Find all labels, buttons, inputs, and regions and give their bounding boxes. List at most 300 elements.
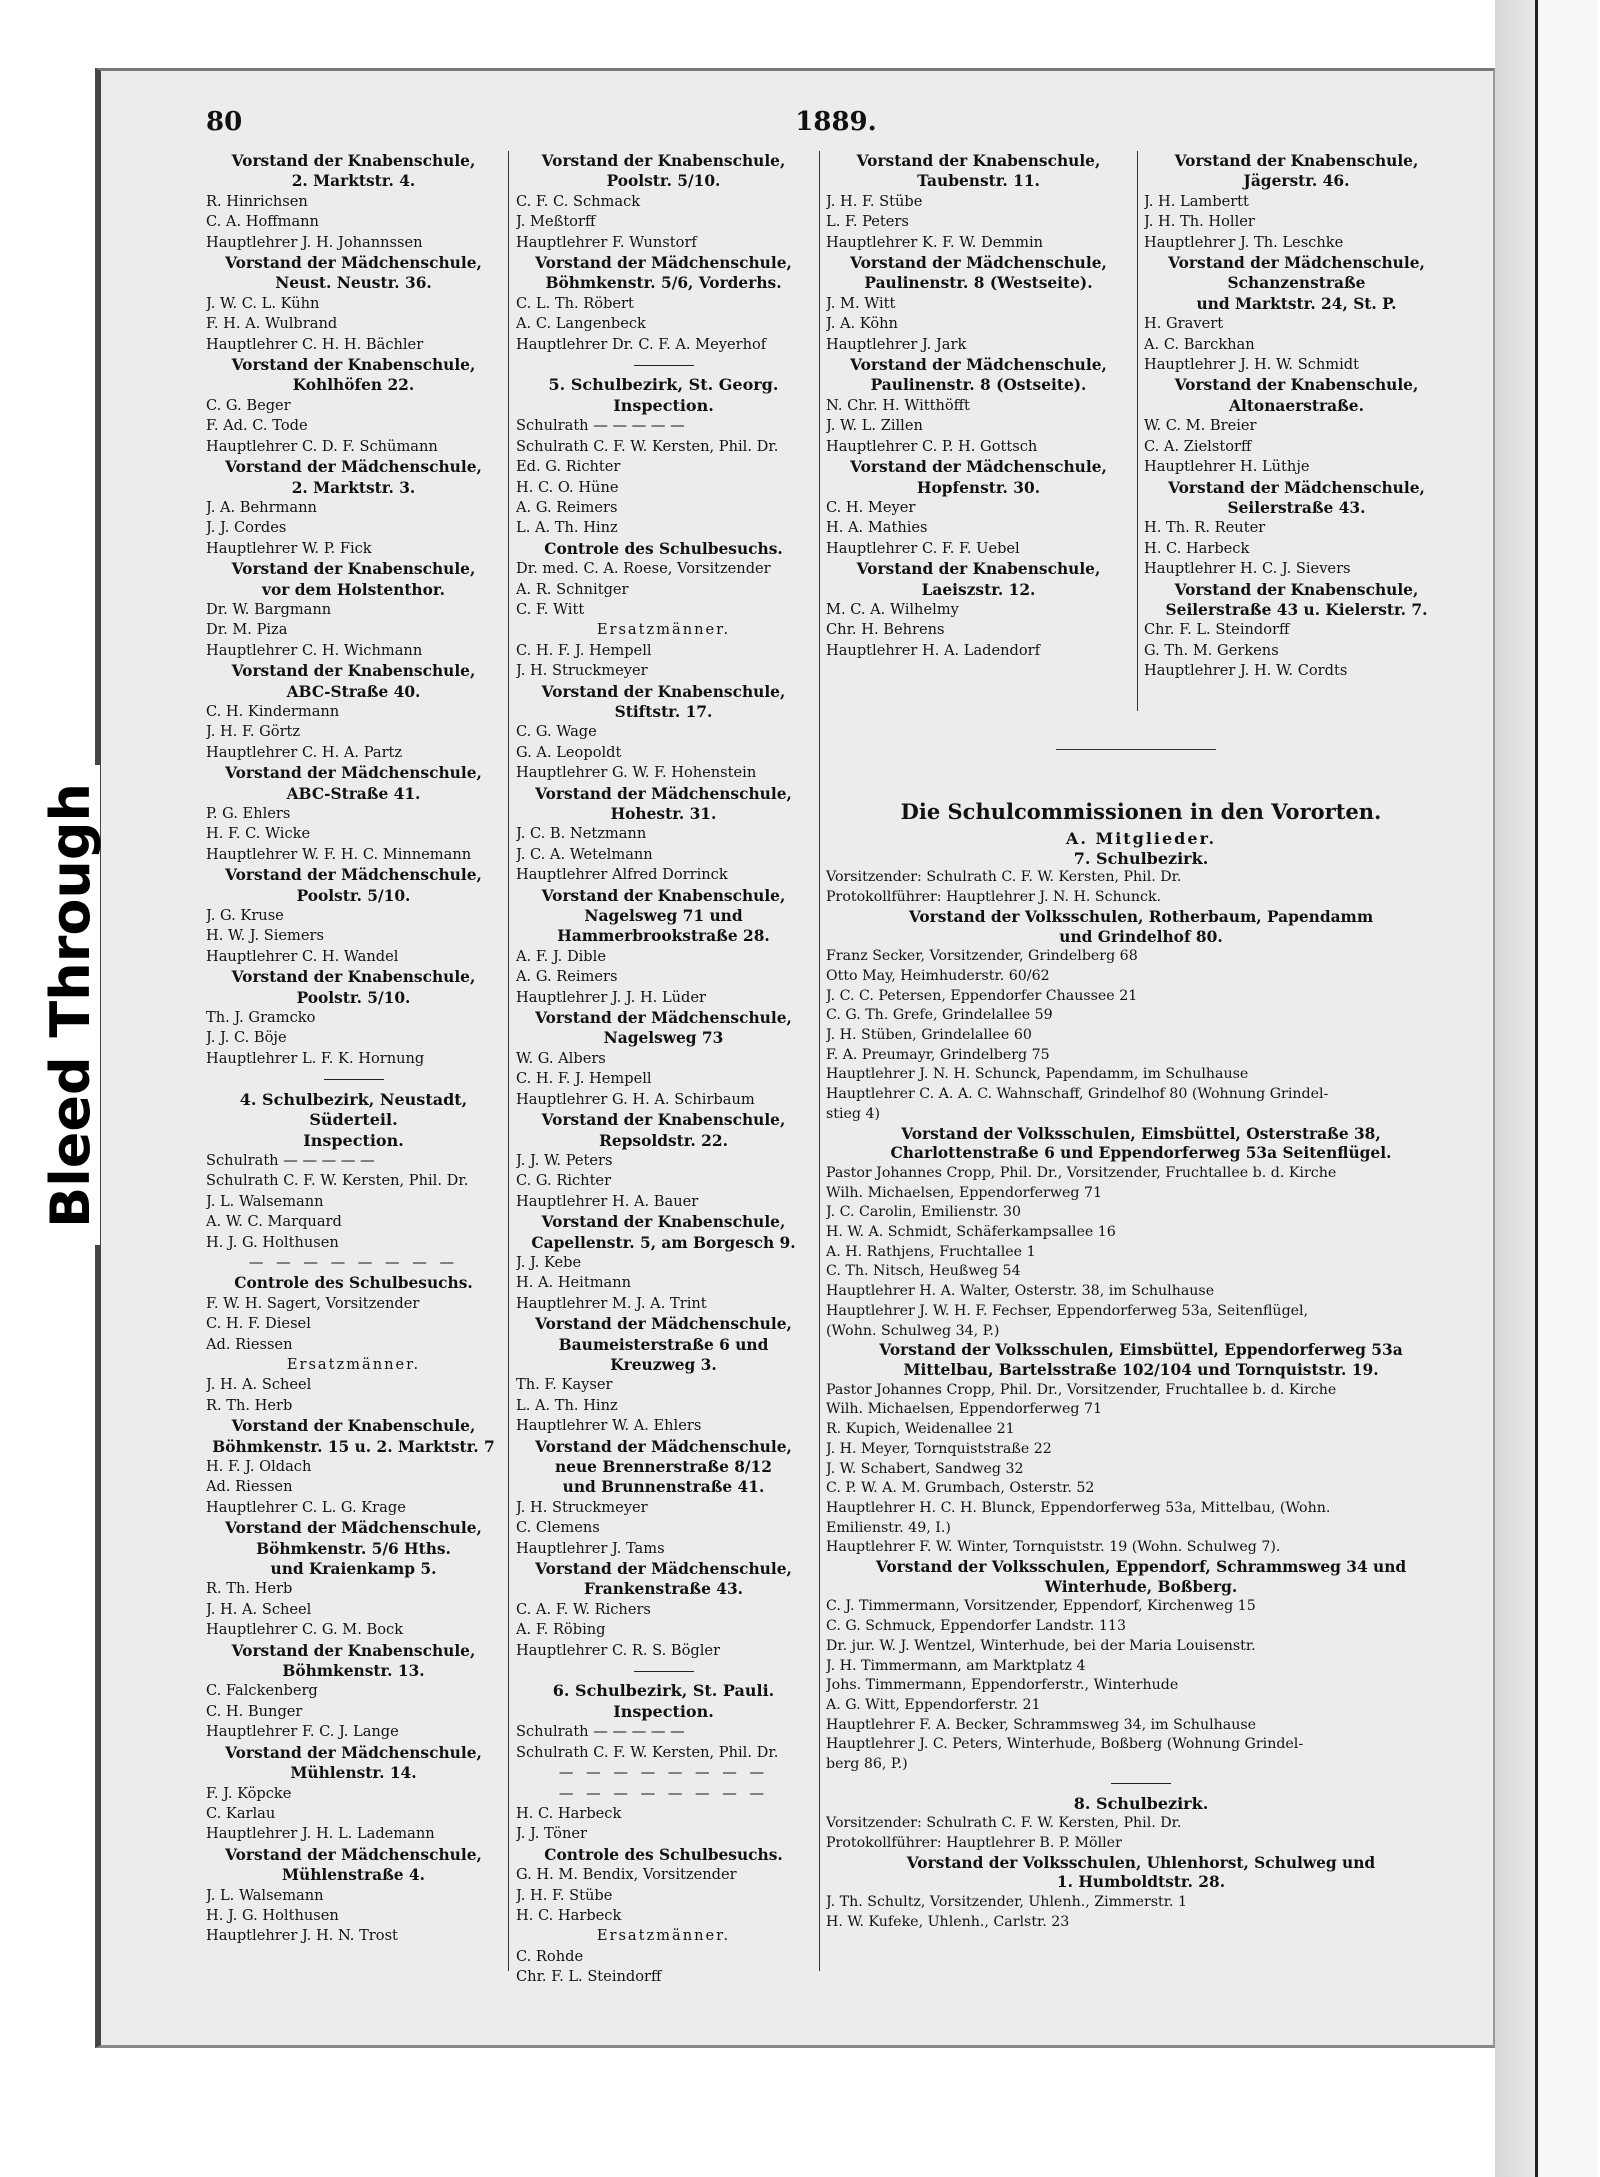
- entry-line: J. H. Timmermann, am Marktplatz 4: [826, 1657, 1086, 1674]
- entry-line: J. J. Töner: [516, 1825, 587, 1843]
- entry-line: J. C. C. Petersen, Eppendorfer Chaussee 21: [826, 987, 1138, 1004]
- board-heading: Laeiszstr. 12.: [921, 580, 1036, 599]
- entry-line: C. G. Beger: [206, 396, 291, 414]
- board-heading: Nagelsweg 73: [603, 1029, 724, 1048]
- entry-line: H. A. Heitmann: [516, 1274, 632, 1292]
- dash-line: — — — — — — — —: [558, 1764, 769, 1782]
- entry-line: Hauptlehrer H. A. Bauer: [516, 1192, 699, 1210]
- entry-line: L. A. Th. Hinz: [516, 519, 618, 537]
- entry-line: M. C. A. Wilhelmy: [826, 600, 959, 618]
- entry-line: Schulrath — — — — —: [516, 1723, 685, 1741]
- board-heading: Böhmkenstr. 13.: [282, 1662, 425, 1681]
- entry-line: A. F. Röbing: [516, 1621, 606, 1639]
- board-heading: Repsoldstr. 22.: [599, 1131, 728, 1150]
- entry-line: J. C. Carolin, Emilienstr. 30: [826, 1204, 1022, 1221]
- board-heading: Böhmkenstr. 5/6 Hths.: [256, 1539, 451, 1558]
- board-heading: Vorstand der Knabenschule,: [856, 152, 1101, 170]
- entry-line: H. C. Harbeck: [516, 1906, 622, 1924]
- district-heading: Süderteil.: [309, 1110, 398, 1130]
- entry-line: Hauptlehrer C. A. A. C. Wahnschaff, Grindelhof 80 (Wohnung Grindel-: [826, 1086, 1329, 1103]
- entry-line: J. J. Cordes: [206, 519, 287, 537]
- entry-line: A. G. Witt, Eppendorferstr. 21: [826, 1696, 1041, 1713]
- entry-line: Schulrath — — — — —: [516, 417, 685, 435]
- entry-line: A. G. Reimers: [516, 498, 618, 516]
- entry-line: berg 86, P.): [826, 1756, 908, 1773]
- board-heading: Vorstand der Mädchenschule,: [535, 254, 792, 273]
- district-heading: Inspection.: [303, 1130, 404, 1150]
- entry-line: A. C. Barckhan: [1144, 335, 1255, 353]
- entry-line: Hauptlehrer J. N. H. Schunck, Papendamm, im Schulhause: [826, 1066, 1249, 1083]
- district-heading: 8. Schulbezirk.: [1073, 1794, 1209, 1814]
- board-heading: ABC-Straße 40.: [286, 682, 421, 701]
- page-number: 80: [206, 107, 243, 137]
- entry-line: J. W. Schabert, Sandweg 32: [826, 1460, 1024, 1477]
- board-heading: Vorstand der Mädchenschule,: [225, 1845, 482, 1864]
- subheading: Ersatzmänner.: [596, 621, 731, 639]
- entry-line: H. W. A. Schmidt, Schäferkampsallee 16: [826, 1224, 1116, 1241]
- section-title: Die Schulcommissionen in den Vororten.: [900, 799, 1382, 824]
- entry-line: Hauptlehrer C. F. F. Uebel: [826, 539, 1020, 557]
- board-heading: und Brunnenstraße 41.: [562, 1478, 765, 1497]
- entry-line: F. W. H. Sagert, Vorsitzender: [206, 1294, 420, 1312]
- entry-line: C. P. W. A. M. Grumbach, Osterstr. 52: [826, 1480, 1095, 1497]
- district-heading: 6. Schulbezirk, St. Pauli.: [552, 1681, 775, 1701]
- entry-line: Hauptlehrer F. C. J. Lange: [206, 1723, 399, 1741]
- entry-line: J. J. Kebe: [516, 1253, 582, 1271]
- board-heading: Böhmkenstr. 15 u. 2. Marktstr. 7: [212, 1437, 495, 1456]
- column-divider: [508, 151, 509, 1971]
- entry-line: Hauptlehrer C. H. A. Partz: [206, 743, 403, 761]
- entry-line: Hauptlehrer J. Tams: [516, 1539, 665, 1557]
- board-heading: Vorstand der Mädchenschule,: [850, 458, 1107, 477]
- entry-line: H. C. Harbeck: [516, 1804, 622, 1822]
- entry-line: C. Th. Nitsch, Heußweg 54: [826, 1263, 1021, 1280]
- board-heading: Vorstand der Mädchenschule,: [850, 356, 1107, 375]
- board-heading: Paulinenstr. 8 (Ostseite).: [870, 376, 1087, 395]
- entry-line: Hauptlehrer W. F. H. C. Minnemann: [206, 845, 472, 863]
- entry-line: Emilienstr. 49, I.): [826, 1519, 951, 1536]
- entry-line: F. A. Preumayr, Grindelberg 75: [826, 1046, 1050, 1063]
- entry-line: J. W. L. Zillen: [826, 417, 923, 435]
- entry-line: Dr. M. Piza: [206, 621, 288, 639]
- entry-line: Hauptlehrer H. C. H. Blunck, Eppendorferweg 53a, Mittelbau, (Wohn.: [826, 1499, 1331, 1516]
- entry-line: C. H. Bunger: [206, 1702, 303, 1720]
- entry-line: F. J. Köpcke: [206, 1784, 292, 1802]
- entry-line: Hauptlehrer J. Jark: [826, 335, 967, 353]
- entry-line: Hauptlehrer J. H. W. Cordts: [1144, 662, 1348, 680]
- entry-line: C. A. F. W. Richers: [516, 1600, 651, 1618]
- entry-line: Hauptlehrer C. D. F. Schümann: [206, 437, 438, 455]
- entry-line: J. Meßtorff: [516, 213, 596, 231]
- entry-line: Hauptlehrer C. L. G. Krage: [206, 1498, 406, 1516]
- entry-line: Ad. Riessen: [206, 1335, 293, 1353]
- board-heading: und Marktstr. 24, St. P.: [1196, 294, 1397, 313]
- entry-line: Dr. jur. W. J. Wentzel, Winterhude, bei der Maria Louisenstr.: [826, 1637, 1256, 1654]
- entry-line: J. Th. Schultz, Vorsitzender, Uhlenh., Zimmerstr. 1: [826, 1893, 1187, 1910]
- entry-line: Hauptlehrer H. A. Walter, Osterstr. 38, im Schulhause: [826, 1283, 1215, 1300]
- dash-line: — — — — — — — —: [248, 1253, 459, 1271]
- entry-line: R. Th. Herb: [206, 1396, 293, 1414]
- entry-line: Hauptlehrer F. Wunstorf: [516, 233, 697, 251]
- entry-line: Dr. med. C. A. Roese, Vorsitzender: [516, 560, 771, 578]
- scanned-page: [95, 68, 1495, 2048]
- entry-line: H. J. G. Holthusen: [206, 1233, 339, 1251]
- board-heading: Kohlhöfen 22.: [292, 376, 415, 395]
- entry-line: J. H. A. Scheel: [206, 1376, 312, 1394]
- board-heading: Poolstr. 5/10.: [606, 172, 721, 191]
- board-heading: Vorstand der Knabenschule,: [231, 1641, 476, 1660]
- entry-line: H. C. O. Hüne: [516, 478, 619, 496]
- entry-line: C. H. F. J. Hempell: [516, 1070, 652, 1088]
- entry-line: Hauptlehrer C. H. Wichmann: [206, 641, 423, 659]
- entry-line: J. H. Stüben, Grindelallee 60: [826, 1027, 1032, 1044]
- scan-edge: [1495, 0, 1600, 2177]
- entry-line: C. G. Richter: [516, 1172, 612, 1190]
- board-heading: Controle des Schulbesuchs.: [234, 1274, 473, 1293]
- entry-line: C. A. Hoffmann: [206, 213, 319, 231]
- board-heading: Seilerstraße 43 u. Kielerstr. 7.: [1165, 600, 1428, 619]
- entry-line: Wilh. Michaelsen, Eppendorferweg 71: [826, 1184, 1103, 1201]
- board-heading: Mühlenstr. 14.: [290, 1764, 417, 1783]
- board-heading: Hammerbrookstraße 28.: [557, 927, 770, 946]
- entry-line: H. W. J. Siemers: [206, 927, 324, 945]
- board-heading: Winterhude, Boßberg.: [1044, 1577, 1238, 1596]
- entry-line: C. H. Kindermann: [206, 702, 340, 720]
- entry-line: J. H. Meyer, Tornquiststraße 22: [826, 1440, 1052, 1457]
- entry-line: C. H. F. J. Hempell: [516, 641, 652, 659]
- board-heading: Capellenstr. 5, am Borgesch 9.: [531, 1233, 796, 1252]
- board-heading: Vorstand der Knabenschule,: [856, 560, 1101, 579]
- entry-line: J. H. F. Stübe: [826, 192, 923, 210]
- entry-line: J. L. Walsemann: [206, 1886, 324, 1904]
- entry-line: R. Hinrichsen: [206, 192, 308, 210]
- entry-line: J. A. Köhn: [826, 315, 898, 333]
- entry-line: J. H. Struckmeyer: [516, 1498, 648, 1516]
- board-heading: Mühlenstraße 4.: [281, 1866, 425, 1885]
- board-heading: Mittelbau, Bartelsstraße 102/104 und Tornquiststr. 19.: [903, 1360, 1379, 1379]
- board-heading: Vorstand der Knabenschule,: [541, 1213, 786, 1232]
- board-heading: Vorstand der Knabenschule,: [541, 886, 786, 905]
- entry-line: Hauptlehrer C. R. S. Bögler: [516, 1641, 721, 1659]
- entry-line: Hauptlehrer K. F. W. Demmin: [826, 233, 1044, 251]
- board-heading: 2. Marktstr. 3.: [291, 478, 416, 497]
- entry-line: P. G. Ehlers: [206, 805, 291, 822]
- entry-line: Schulrath C. F. W. Kersten, Phil. Dr.: [516, 1743, 779, 1761]
- entry-line: G. H. M. Bendix, Vorsitzender: [516, 1866, 737, 1884]
- entry-line: L. A. Th. Hinz: [516, 1396, 618, 1414]
- entry-line: Hauptlehrer M. J. A. Trint: [516, 1294, 707, 1312]
- entry-line: C. J. Timmermann, Vorsitzender, Eppendorf, Kirchenweg 15: [826, 1598, 1256, 1615]
- board-heading: und Grindelhof 80.: [1059, 927, 1223, 946]
- entry-line: C. G. Th. Grefe, Grindelallee 59: [826, 1007, 1053, 1024]
- entry-line: Th. F. Kayser: [516, 1376, 613, 1394]
- entry-line: Schulrath C. F. W. Kersten, Phil. Dr.: [516, 437, 779, 455]
- entry-line: J. A. Behrmann: [206, 498, 317, 516]
- entry-line: C. Rohde: [516, 1947, 584, 1965]
- entry-line: Johs. Timmermann, Eppendorferstr., Winterhude: [826, 1677, 1179, 1694]
- board-heading: Vorstand der Mädchenschule,: [225, 1519, 482, 1538]
- entry-line: Ed. G. Richter: [516, 458, 621, 476]
- entry-line: Hauptlehrer H. Lüthje: [1144, 458, 1310, 476]
- entry-line: Chr. F. L. Steindorff: [1144, 621, 1290, 639]
- board-heading: Vorstand der Knabenschule,: [541, 1111, 786, 1130]
- board-heading: Vorstand der Mädchenschule,: [535, 1009, 792, 1028]
- board-heading: Vorstand der Mädchenschule,: [535, 1560, 792, 1579]
- entry-line: Hauptlehrer C. H. Wandel: [206, 947, 399, 965]
- board-heading: Vorstand der Mädchenschule,: [535, 1437, 792, 1456]
- rule-divider: [206, 1069, 501, 1089]
- board-heading: Vorstand der Knabenschule,: [1174, 580, 1419, 599]
- board-heading: Vorstand der Mädchenschule,: [1168, 254, 1425, 273]
- district-heading: 5. Schulbezirk, St. Georg.: [548, 375, 779, 395]
- entry-line: C. A. Zielstorff: [1144, 437, 1252, 455]
- board-heading: Vorstand der Knabenschule,: [231, 356, 476, 375]
- board-heading: vor dem Holstenthor.: [262, 580, 445, 599]
- entry-line: F. Ad. C. Tode: [206, 417, 308, 435]
- entry-line: L. F. Peters: [826, 213, 909, 231]
- board-heading: Controle des Schulbesuchs.: [544, 1845, 783, 1864]
- entry-line: C. Falckenberg: [206, 1682, 318, 1700]
- page-content: [136, 107, 1466, 2007]
- column-1: [206, 151, 501, 1947]
- entry-line: W. G. Albers: [516, 1049, 606, 1067]
- entry-line: Hauptlehrer J. C. Peters, Winterhude, Boßberg (Wohnung Grindel-: [826, 1736, 1304, 1753]
- entry-line: C. H. F. Diesel: [206, 1315, 311, 1333]
- board-heading: Böhmkenstr. 5/6, Vorderhs.: [545, 274, 782, 293]
- vororte-section: [826, 789, 1456, 1932]
- bleed-through-label: [40, 765, 100, 1245]
- entry-line: Hauptlehrer Alfred Dorrinck: [516, 866, 728, 884]
- board-heading: Kreuzweg 3.: [610, 1355, 717, 1374]
- subheading: Ersatzmänner.: [286, 1355, 421, 1373]
- rule-divider: [516, 1661, 811, 1681]
- entry-line: J. H. Th. Holler: [1144, 213, 1255, 231]
- entry-line: Hauptlehrer H. C. J. Sievers: [1144, 560, 1351, 578]
- entry-line: Hauptlehrer J. J. H. Lüder: [516, 988, 707, 1006]
- board-heading: neue Brennerstraße 8/12: [555, 1458, 772, 1476]
- entry-line: H. A. Mathies: [826, 519, 928, 537]
- entry-line: Hauptlehrer C. G. M. Bock: [206, 1621, 404, 1639]
- entry-line: Th. J. Gramcko: [206, 1009, 316, 1027]
- bleed-through-text: Bleed Through: [38, 782, 102, 1228]
- entry-line: A. R. Schnitger: [516, 580, 629, 598]
- board-heading: Vorstand der Mädchenschule,: [225, 1743, 482, 1762]
- board-heading: ABC-Straße 41.: [286, 784, 421, 803]
- board-heading: Vorstand der Knabenschule,: [231, 152, 476, 170]
- board-heading: Vorstand der Mädchenschule,: [535, 784, 792, 803]
- board-heading: Stiftstr. 17.: [614, 702, 713, 721]
- board-heading: Poolstr. 5/10.: [296, 886, 411, 905]
- entry-line: Dr. W. Bargmann: [206, 600, 332, 618]
- entry-line: Chr. H. Behrens: [826, 621, 945, 639]
- entry-line: H. F. C. Wicke: [206, 825, 311, 843]
- entry-line: C. H. Meyer: [826, 498, 916, 516]
- entry-line: F. H. A. Wulbrand: [206, 315, 338, 333]
- board-heading: Hopfenstr. 30.: [916, 478, 1041, 497]
- board-heading: Jägerstr. 46.: [1243, 172, 1350, 191]
- board-heading: Vorstand der Mädchenschule,: [225, 764, 482, 783]
- entry-line: C. L. Th. Röbert: [516, 294, 634, 312]
- entry-line: Ad. Riessen: [206, 1478, 293, 1496]
- entry-line: Hauptlehrer F. A. Becker, Schrammsweg 34, im Schulhause: [826, 1716, 1257, 1733]
- entry-line: Hauptlehrer C. H. H. Bächler: [206, 335, 424, 353]
- board-heading: Vorstand der Mädchenschule,: [850, 254, 1107, 273]
- column-divider: [819, 151, 820, 1971]
- entry-line: Hauptlehrer J. H. L. Lademann: [206, 1825, 435, 1843]
- entry-line: Hauptlehrer G. H. A. Schirbaum: [516, 1090, 755, 1108]
- entry-line: H. Gravert: [1144, 315, 1224, 333]
- entry-line: C. Karlau: [206, 1804, 276, 1822]
- entry-line: Hauptlehrer F. W. Winter, Tornquiststr. 19 (Wohn. Schulweg 7).: [826, 1539, 1281, 1556]
- entry-line: Hauptlehrer Dr. C. F. A. Meyerhof: [516, 335, 767, 353]
- board-heading: Charlottenstraße 6 und Eppendorferweg 53a Seitenflügel.: [890, 1144, 1392, 1163]
- entry-line: C. Clemens: [516, 1519, 600, 1537]
- subheading: Ersatzmänner.: [596, 1927, 731, 1945]
- entry-line: J. G. Kruse: [206, 907, 284, 925]
- entry-line: Hauptlehrer C. P. H. Gottsch: [826, 437, 1038, 455]
- column-2: [516, 151, 811, 1988]
- board-heading: und Kraienkamp 5.: [270, 1560, 437, 1579]
- board-heading: Taubenstr. 11.: [917, 172, 1040, 191]
- entry-line: (Wohn. Schulweg 34, P.): [826, 1322, 1000, 1339]
- entry-line: Wilh. Michaelsen, Eppendorferweg 71: [826, 1401, 1103, 1418]
- entry-line: N. Chr. H. Witthöfft: [826, 396, 970, 414]
- entry-line: H. J. G. Holthusen: [206, 1906, 339, 1924]
- entry-line: J. L. Walsemann: [206, 1192, 324, 1210]
- board-heading: Vorstand der Mädchenschule,: [1168, 478, 1425, 497]
- entry-line: G. Th. M. Gerkens: [1144, 641, 1279, 659]
- board-heading: Vorstand der Knabenschule,: [231, 968, 476, 987]
- board-heading: 1. Humboldtstr. 28.: [1056, 1873, 1226, 1892]
- entry-line: Schulrath — — — — —: [206, 1151, 375, 1169]
- entry-line: H. Th. R. Reuter: [1144, 519, 1266, 537]
- board-heading: Paulinenstr. 8 (Westseite).: [864, 274, 1093, 293]
- entry-line: J. H. F. Stübe: [516, 1886, 613, 1904]
- board-heading: Poolstr. 5/10.: [296, 988, 411, 1007]
- district-heading: A. Mitglieder.: [1065, 829, 1217, 848]
- board-heading: Controle des Schulbesuchs.: [544, 539, 783, 558]
- board-heading: Vorstand der Knabenschule,: [1174, 376, 1419, 395]
- district-heading: Inspection.: [613, 395, 714, 415]
- entry-line: Hauptlehrer J. H. Johannssen: [206, 233, 423, 251]
- board-heading: Vorstand der Knabenschule,: [231, 560, 476, 579]
- entry-line: Protokollführer: Hauptlehrer J. N. H. Schunck.: [826, 889, 1162, 906]
- board-heading: Baumeisterstraße 6 und: [558, 1335, 769, 1354]
- entry-line: Hauptlehrer J. W. H. F. Fechser, Eppendorferweg 53a, Seitenflügel,: [826, 1302, 1309, 1319]
- entry-line: R. Kupich, Weidenallee 21: [826, 1421, 1015, 1438]
- board-heading: Vorstand der Mädchenschule,: [225, 866, 482, 885]
- rule-divider: [826, 1775, 1456, 1795]
- column-divider: [1137, 151, 1138, 711]
- entry-line: A. C. Langenbeck: [516, 315, 646, 333]
- page-header: [136, 107, 1466, 141]
- district-heading: 7. Schulbezirk.: [1073, 848, 1209, 868]
- entry-line: R. Th. Herb: [206, 1580, 293, 1598]
- entry-line: H. F. J. Oldach: [206, 1458, 312, 1475]
- board-heading: Vorstand der Volksschulen, Eimsbüttel, Osterstraße 38,: [901, 1124, 1381, 1143]
- board-heading: Nagelsweg 71 und: [584, 907, 743, 926]
- board-heading: Vorstand der Knabenschule,: [231, 1417, 476, 1436]
- board-heading: Vorstand der Volksschulen, Eppendorf, Schrammsweg 34 und: [875, 1558, 1407, 1577]
- entry-line: J. W. C. L. Kühn: [206, 294, 320, 312]
- board-heading: Vorstand der Knabenschule,: [231, 662, 476, 681]
- entry-line: Vorsitzender: Schulrath C. F. W. Kersten, Phil. Dr.: [826, 1815, 1182, 1832]
- entry-line: Vorsitzender: Schulrath C. F. W. Kersten, Phil. Dr.: [826, 869, 1182, 886]
- board-heading: Vorstand der Volksschulen, Eimsbüttel, Eppendorferweg 53a: [879, 1341, 1403, 1360]
- board-heading: Vorstand der Volksschulen, Rotherbaum, Papendamm: [908, 907, 1374, 926]
- entry-line: A. G. Reimers: [516, 968, 618, 986]
- entry-line: J. H. A. Scheel: [206, 1600, 312, 1618]
- entry-line: Chr. F. L. Steindorff: [516, 1968, 662, 1986]
- column-4: [1144, 151, 1449, 682]
- board-heading: Altonaerstraße.: [1229, 396, 1364, 415]
- entry-line: Hauptlehrer W. P. Fick: [206, 539, 372, 557]
- entry-line: J. C. A. Wetelmann: [516, 845, 653, 863]
- board-heading: Vorstand der Mädchenschule,: [535, 1315, 792, 1334]
- entry-line: A. H. Rathjens, Fruchtallee 1: [826, 1243, 1036, 1260]
- entry-line: Hauptlehrer J. Th. Leschke: [1144, 233, 1344, 251]
- board-heading: Vorstand der Volksschulen, Uhlenhorst, Schulweg und: [906, 1853, 1376, 1872]
- dash-line: — — — — — — — —: [558, 1784, 769, 1802]
- board-heading: Frankenstraße 43.: [583, 1580, 744, 1599]
- entry-line: J. H. Struckmeyer: [516, 662, 648, 680]
- board-heading: Schanzenstraße: [1227, 274, 1366, 293]
- entry-line: A. F. J. Dible: [516, 947, 606, 965]
- entry-line: Hauptlehrer H. A. Ladendorf: [826, 641, 1041, 659]
- entry-line: Pastor Johannes Cropp, Phil. Dr., Vorsitzender, Fruchtallee b. d. Kirche: [826, 1164, 1337, 1181]
- rule-divider: [516, 355, 811, 375]
- district-heading: 4. Schulbezirk, Neustadt,: [239, 1089, 468, 1109]
- entry-line: C. F. C. Schmack: [516, 192, 641, 210]
- board-heading: 2. Marktstr. 4.: [291, 172, 416, 191]
- entry-line: C. G. Wage: [516, 723, 597, 741]
- entry-line: Schulrath C. F. W. Kersten, Phil. Dr.: [206, 1172, 469, 1190]
- entry-line: H. W. Kufeke, Uhlenh., Carlstr. 23: [826, 1913, 1070, 1930]
- entry-line: Pastor Johannes Cropp, Phil. Dr., Vorsitzender, Fruchtallee b. d. Kirche: [826, 1381, 1337, 1398]
- entry-line: Hauptlehrer J. H. N. Trost: [206, 1927, 398, 1945]
- entry-line: J. J. W. Peters: [516, 1151, 613, 1169]
- entry-line: C. G. Schmuck, Eppendorfer Landstr. 113: [826, 1618, 1126, 1635]
- board-heading: Vorstand der Knabenschule,: [1174, 152, 1419, 170]
- entry-line: C. F. Witt: [516, 600, 585, 618]
- entry-line: Hauptlehrer L. F. K. Hornung: [206, 1049, 425, 1067]
- entry-line: Otto May, Heimhuderstr. 60/62: [826, 967, 1050, 984]
- entry-line: A. W. C. Marquard: [206, 1213, 342, 1231]
- entry-line: Hauptlehrer G. W. F. Hohenstein: [516, 764, 757, 782]
- entry-line: stieg 4): [826, 1105, 881, 1122]
- entry-line: H. C. Harbeck: [1144, 539, 1250, 557]
- board-heading: Neust. Neustr. 36.: [275, 274, 432, 293]
- district-heading: Inspection.: [613, 1701, 714, 1721]
- entry-line: Hauptlehrer J. H. W. Schmidt: [1144, 356, 1359, 374]
- section-divider: [1056, 749, 1216, 750]
- board-heading: Vorstand der Mädchenschule,: [225, 458, 482, 477]
- page-year: 1889.: [795, 107, 877, 137]
- entry-line: J. H. F. Görtz: [206, 723, 301, 741]
- board-heading: Vorstand der Knabenschule,: [541, 682, 786, 701]
- board-heading: Seilerstraße 43.: [1227, 498, 1366, 517]
- entry-line: J. M. Witt: [826, 294, 896, 312]
- entry-line: J. C. B. Netzmann: [516, 825, 647, 843]
- column-3: [826, 151, 1131, 661]
- entry-line: W. C. M. Breier: [1144, 417, 1257, 435]
- entry-line: G. A. Leopoldt: [516, 743, 622, 761]
- board-heading: Vorstand der Mädchenschule,: [225, 254, 482, 273]
- entry-line: Hauptlehrer W. A. Ehlers: [516, 1417, 702, 1435]
- entry-line: Protokollführer: Hauptlehrer B. P. Möller: [826, 1834, 1122, 1851]
- entry-line: J. H. Lambertt: [1144, 192, 1249, 210]
- entry-line: Franz Secker, Vorsitzender, Grindelberg 68: [826, 948, 1138, 965]
